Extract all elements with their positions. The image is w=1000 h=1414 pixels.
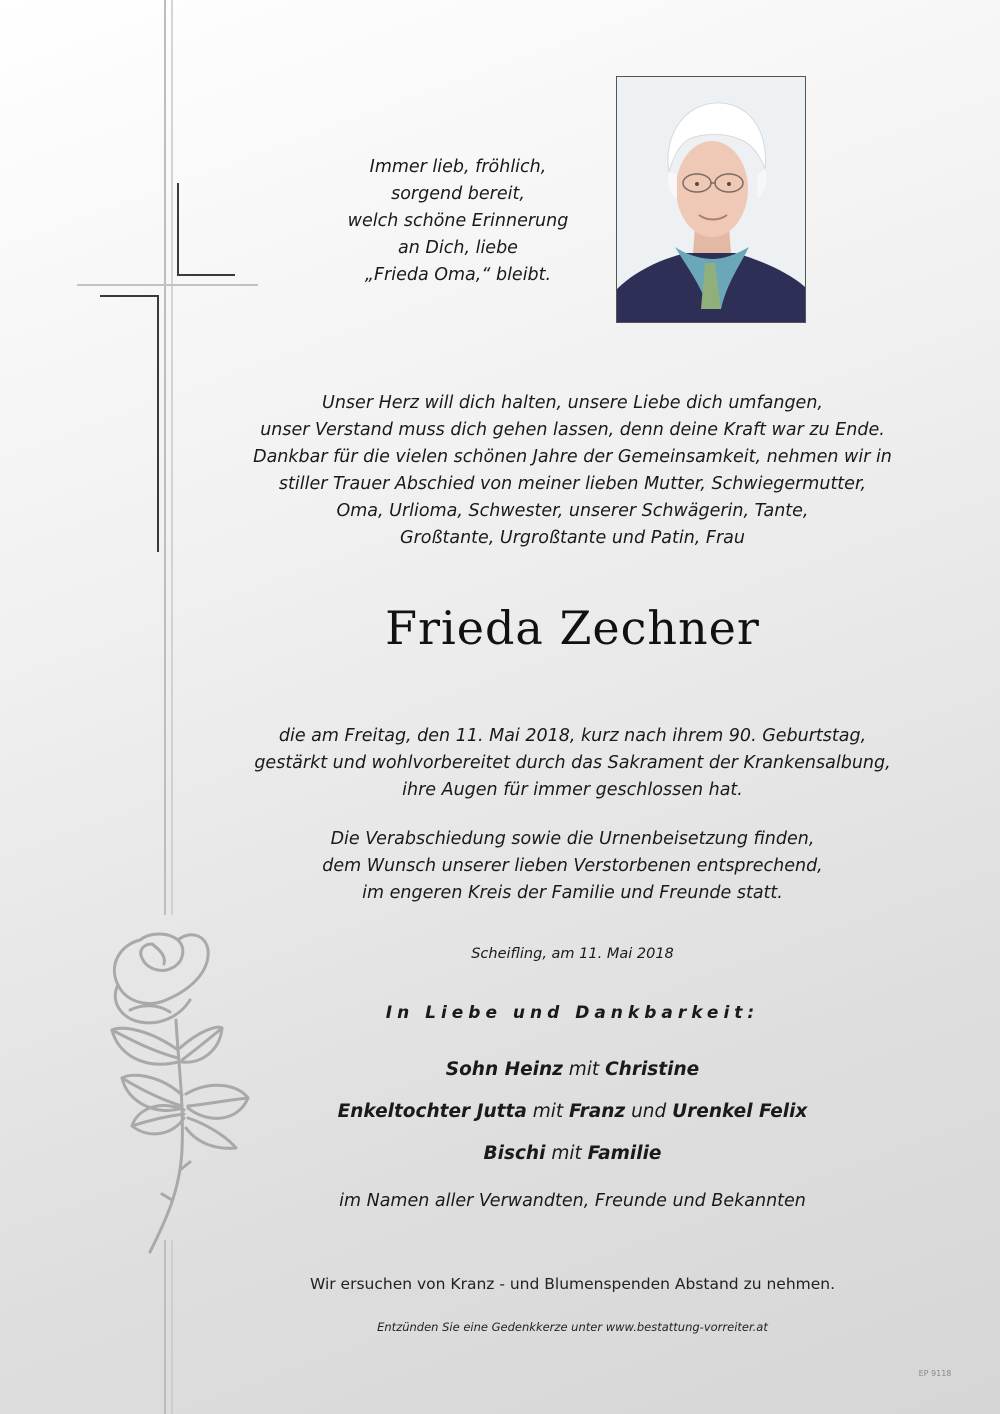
poem-line: Immer lieb, fröhlich, (369, 157, 547, 177)
intro-paragraph (250, 390, 895, 552)
poem (300, 154, 616, 289)
family-entry (250, 1091, 895, 1133)
portrait-photo-icon (617, 77, 805, 322)
poem-line: an Dich, liebe (398, 238, 518, 258)
family-connector: mit (545, 1143, 588, 1164)
portrait-photo (616, 76, 806, 323)
place-date: Scheifling, am 11. Mai 2018 (471, 946, 674, 962)
deceased-name: Frieda Zechner (385, 601, 760, 655)
intro-line: Oma, Urlioma, Schwester, unserer Schwägerin, Tante, (336, 501, 809, 521)
death-notice-line: gestärkt und wohlvorbereitet durch das Sakrament der Krankensalbung, (254, 753, 891, 773)
family-name: Franz (569, 1101, 626, 1122)
family-name: Familie (587, 1143, 662, 1164)
family-entry (250, 1133, 895, 1175)
poem-line: welch schöne Erinnerung (347, 211, 569, 231)
family-name: Urenkel Felix (672, 1101, 808, 1122)
family-name: Enkeltochter Jutta (337, 1101, 527, 1122)
on-behalf-line: im Namen aller Verwandten, Freunde und Bekannten (339, 1191, 806, 1211)
intro-line: unser Verstand muss dich gehen lassen, denn deine Kraft war zu Ende. (260, 420, 885, 440)
poem-line: „Frieda Oma,“ bleibt. (364, 265, 552, 285)
death-notice (250, 723, 895, 804)
family-name: Christine (605, 1059, 700, 1080)
template-code: EP 9118 (918, 1369, 952, 1378)
family-connector: und (625, 1101, 673, 1122)
death-notice-line: die am Freitag, den 11. Mai 2018, kurz nach ihrem 90. Geburtstag, (278, 726, 867, 746)
family-name: Bischi (483, 1143, 546, 1164)
dedication-heading: In Liebe und Dankbarkeit: (385, 1003, 760, 1023)
intro-line: Großtante, Urgroßtante und Patin, Frau (400, 528, 745, 548)
donation-request: Wir ersuchen von Kranz - und Blumenspenden Abstand zu nehmen. (309, 1275, 836, 1293)
candle-note: Entzünden Sie eine Gedenkkerze unter www.bestattung-vorreiter.at (377, 1320, 768, 1334)
intro-line: stiller Trauer Abschied von meiner lieben Mutter, Schwiegermutter, (278, 474, 867, 494)
ceremony-line: Die Verabschiedung sowie die Urnenbeisetzung finden, (330, 829, 815, 849)
death-notice-line: ihre Augen für immer geschlossen hat. (402, 780, 743, 800)
ceremony-line: dem Wunsch unserer lieben Verstorbenen entsprechend, (322, 856, 823, 876)
poem-line: sorgend bereit, (391, 184, 525, 204)
family-name: Sohn Heinz (445, 1059, 563, 1080)
family-entry (250, 1049, 895, 1091)
intro-line: Unser Herz will dich halten, unsere Liebe dich umfangen, (322, 393, 823, 413)
family-connector: mit (526, 1101, 570, 1122)
family-list (250, 1049, 895, 1175)
family-connector: mit (562, 1059, 606, 1080)
ceremony-line: im engeren Kreis der Familie und Freunde statt. (362, 883, 783, 903)
ceremony-notice (250, 826, 895, 907)
intro-line: Dankbar für die vielen schönen Jahre der Gemeinsamkeit, nehmen wir in (253, 447, 892, 467)
